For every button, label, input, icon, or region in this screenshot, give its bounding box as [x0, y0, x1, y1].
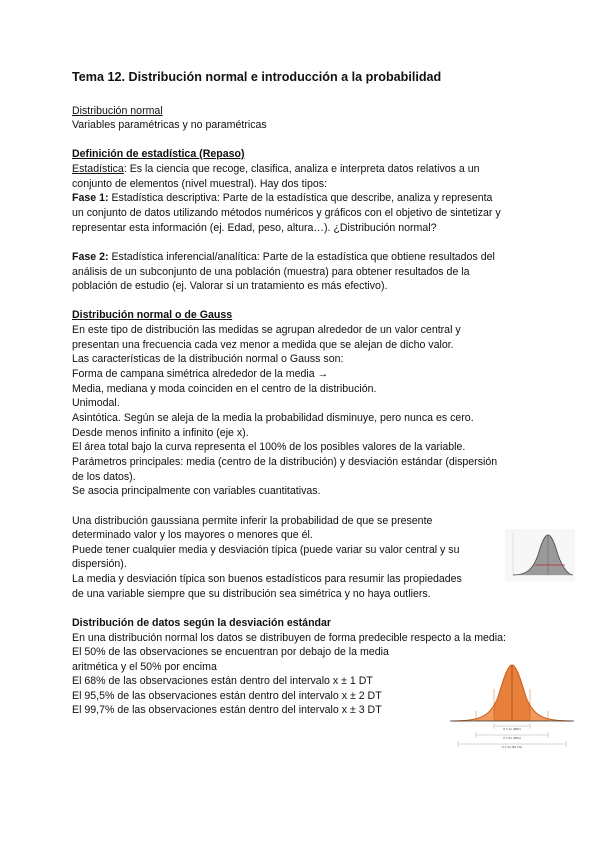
fase2-text: Estadística inferencial/analítica: Parte de la estadística que obtiene resultados del [108, 251, 495, 263]
desv-line: El 95,5% de las observaciones están dentro del intervalo x ± 2 DT [72, 690, 382, 702]
gauss-para2-line: La media y desviación típica son buenos estadísticos para resumir las propiedades [72, 573, 462, 585]
gauss-line: Asintótica. Según se aleja de la media la probabilidad disminuye, pero nunca es cero. [72, 412, 474, 424]
fase2-label: Fase 2: [72, 251, 109, 263]
gauss-para2-line: Puede tener cualquier media y desviación típica (puede variar su valor central y su [72, 544, 460, 556]
section-heading-gauss: Distribución normal o de Gauss [72, 309, 233, 321]
fase1-text: Estadística descriptiva: Parte de la estadística que describe, analiza y representa [108, 192, 493, 204]
desv-line: El 99,7% de las observaciones están dentro del intervalo x ± 3 DT [72, 704, 382, 716]
fase1-label: Fase 1: [72, 192, 109, 204]
desv-line: El 68% de las observaciones están dentro del intervalo x ± 1 DT [72, 675, 373, 687]
gauss-line: En este tipo de distribución las medidas se agrupan alrededor de un valor central y [72, 324, 461, 336]
gauss-line: Unimodal. [72, 397, 120, 409]
desv-line: aritmética y el 50% por encima [72, 661, 217, 673]
gauss-line: El área total bajo la curva representa el 100% de los posibles valores de la variable. [72, 441, 466, 453]
fase2-line-2: análisis de un subconjunto de una población (muestra) para obtener resultados de la [72, 266, 470, 278]
term-estadistica: Estadística [72, 163, 124, 175]
gauss-para2-line: de una variable siempre que su distribución sea simétrica y no haya outliers. [72, 588, 431, 600]
section-heading-distribucion-normal: Distribución normal [72, 105, 163, 117]
def-line-1 [72, 162, 480, 176]
subtitle-variables: Variables paramétricas y no paramétricas [72, 119, 267, 131]
section-heading-definicion: Definición de estadística (Repaso) [72, 148, 245, 160]
gauss-line: Media, mediana y moda coinciden en el centro de la distribución. [72, 383, 377, 395]
sigma-2-label: X ± 2σ (95%) [503, 736, 521, 740]
normal-distribution-sigma-diagram [450, 659, 574, 751]
gauss-line: Forma de campana simétrica alrededor de la media → [72, 368, 329, 380]
fase2-line-1 [72, 250, 495, 264]
desv-line: El 50% de las observaciones se encuentran por debajo de la media [72, 646, 389, 658]
fase1-line-1 [72, 191, 492, 205]
gauss-para2-line: determinado valor y los mayores o menores que él. [72, 529, 313, 541]
def-line-2: conjunto de elementos (nivel muestral). Hay dos tipos: [72, 178, 327, 190]
def-line-1-text: : Es la ciencia que recoge, clasifica, analiza e interpreta datos relativos a un [123, 163, 480, 175]
fase1-line-2: un conjunto de datos utilizando métodos numéricos y gráficos con el objetivo de sintetizar y [72, 207, 501, 219]
gauss-para2-line: dispersión). [72, 558, 127, 570]
sigma-1-label: X ± 1σ (68%) [503, 727, 521, 731]
document-title: Tema 12. Distribución normal e introducción a la probabilidad [72, 70, 442, 84]
gauss-line: Desde menos infinito a infinito (eje x). [72, 427, 249, 439]
gauss-line: de los datos). [72, 471, 136, 483]
gauss-para2-line: Una distribución gaussiana permite inferir la probabilidad de que se presente [72, 515, 433, 527]
gaussian-curve-thumbnail [505, 529, 575, 581]
gauss-line: Las características de la distribución normal o Gauss son: [72, 353, 344, 365]
gauss-line: presentan una frecuencia cada vez menor a medida que se alejan de dicho valor. [72, 339, 454, 351]
sigma-3-label: X ± 3σ (99.7%) [501, 745, 523, 749]
fase2-line-3: población de estudio (ej. Valorar si un tratamiento es más efectivo). [72, 280, 388, 292]
fase1-line-3: representar esta información (ej. Edad, peso, altura…). ¿Distribución normal? [72, 222, 437, 234]
section-heading-desviacion: Distribución de datos según la desviación estándar [72, 617, 332, 629]
gauss-line: Se asocia principalmente con variables cuantitativas. [72, 485, 321, 497]
gauss-line: Parámetros principales: media (centro de la distribución) y desviación estándar (dispersión [72, 456, 498, 468]
desv-line: En una distribución normal los datos se distribuyen de forma predecible respecto a la media: [72, 632, 506, 644]
